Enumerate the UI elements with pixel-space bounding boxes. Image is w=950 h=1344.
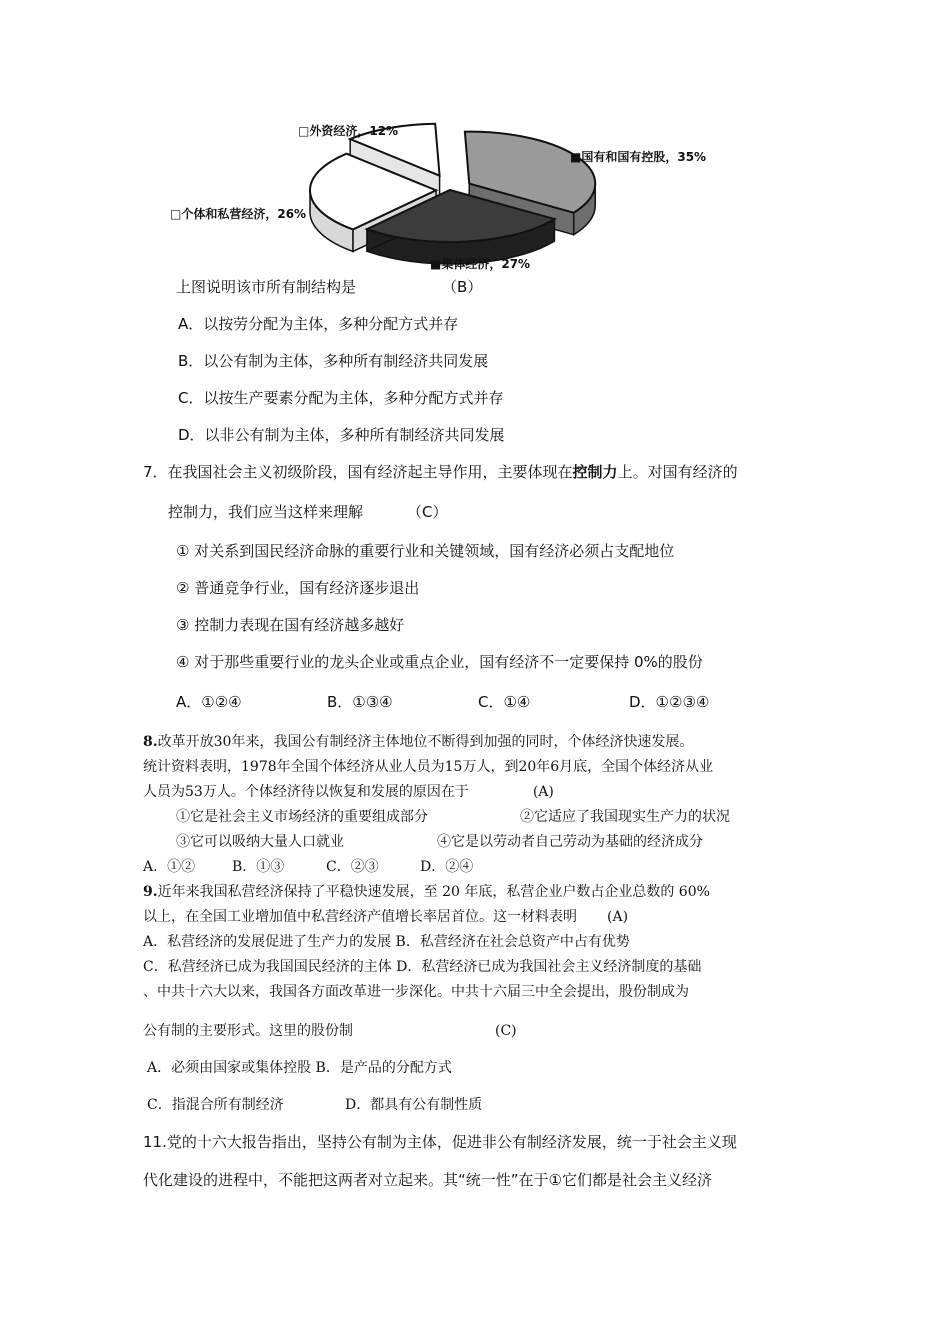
q11-line-2: 代化建设的进程中，不能把这两者对立起来。其“统一性”在于①它们都是社会主义经济 (143, 1171, 712, 1189)
q8-line-1: 8.改革开放30年来，我国公有制经济主体地位不断得到加强的同时，个体经济快速发展。 (143, 734, 694, 750)
q8-option-c: C．②③ (326, 859, 379, 875)
q7-option-a: A．①②④ (176, 693, 242, 711)
q7-line-1: 7．在我国社会主义初级阶段，国有经济起主导作用，主要体现在控制力上。对国有经济的 (143, 463, 738, 481)
q10-line-2: 公有制的主要形式。这里的股份制 (C) (143, 1023, 517, 1039)
q9-options-cd: C．私营经济已成为我国国民经济的主体 D．私营经济已成为我国社会主义经济制度的基础 (143, 959, 702, 975)
q7-item-3: ③ 控制力表现在国有经济越多越好 (176, 616, 405, 634)
q6-option-d: D．以非公有制为主体，多种所有制经济共同发展 (178, 426, 505, 444)
legend-state-owned: ■国有和国有控股，35% (570, 150, 707, 164)
ownership-pie-chart (168, 108, 728, 278)
q8-item-2: ②它适应了我国现实生产力的状况 (520, 809, 730, 825)
q7-item-2: ② 普通竞争行业，国有经济逐步退出 (176, 579, 420, 597)
q8-line-3: 人员为53万人。个体经济待以恢复和发展的原因在于 (A) (143, 784, 554, 800)
legend-collective-economy: ■集体经济，27% (430, 257, 531, 271)
q7-option-c: C．①④ (478, 693, 531, 711)
q7-item-4: ④ 对于那些重要行业的龙头企业或重点企业，国有经济不一定要保持 0%的股份 (176, 653, 703, 671)
q11-line-1: 11.党的十六大报告指出，坚持公有制为主体，促进非公有制经济发展，统一于社会主义现 (143, 1133, 737, 1151)
q6-option-a: A．以按劳分配为主体，多种分配方式并存 (178, 315, 459, 333)
q10-option-d: D．都具有公有制性质 (345, 1097, 483, 1113)
q8-option-b: B．①③ (232, 859, 285, 875)
q10-options-ab: A．必须由国家或集体控股 B．是产品的分配方式 (147, 1060, 452, 1076)
q6-stem: 上图说明该市所有制结构是 （B） (176, 278, 483, 296)
q9-line-2: 以上，在全国工业增加值中私营经济产值增长率居首位。这一材料表明 (A) (143, 909, 629, 925)
q8-item-1: ①它是社会主义市场经济的重要组成部分 (176, 809, 428, 825)
q8-line-2: 统计资料表明，1978年全国个体经济从业人员为15万人，到20年6月底，全国个体经济从业 (143, 759, 714, 775)
q10-line-1: 、中共十六大以来，我国各方面改革进一步深化。中共十六届三中全会提出，股份制成为 (143, 984, 689, 1000)
q7-option-d: D．①②③④ (629, 693, 710, 711)
q7-line-2: 控制力，我们应当这样来理解 （C） (168, 503, 448, 521)
q8-option-d: D．②④ (420, 859, 474, 875)
q7-option-b: B．①③④ (327, 693, 393, 711)
q8-item-3: ③它可以吸纳大量人口就业 (176, 834, 344, 850)
q9-options-ab: A．私营经济的发展促进了生产力的发展 B．私营经济在社会总资产中占有优势 (143, 934, 630, 950)
q9-line-1: 9.近年来我国私营经济保持了平稳快速发展，至 20 年底，私营企业户数占企业总数的 60% (143, 884, 710, 900)
q7-item-1: ① 对关系到国民经济命脉的重要行业和关键领域，国有经济必须占支配地位 (176, 542, 675, 560)
legend-foreign-economy: □外资经济，12% (298, 124, 399, 138)
q6-option-b: B．以公有制为主体，多种所有制经济共同发展 (178, 352, 489, 370)
q6-option-c: C．以按生产要素分配为主体，多种分配方式并存 (178, 389, 504, 407)
pie-3d-group (310, 124, 595, 264)
q10-option-c: C．指混合所有制经济 (147, 1097, 284, 1113)
q8-item-4: ④它是以劳动者自己劳动为基础的经济成分 (437, 834, 703, 850)
legend-individual-private: □个体和私营经济，26% (170, 207, 307, 221)
q7-keyword: 控制力 (572, 463, 618, 481)
q8-option-a: A．①② (143, 859, 196, 875)
